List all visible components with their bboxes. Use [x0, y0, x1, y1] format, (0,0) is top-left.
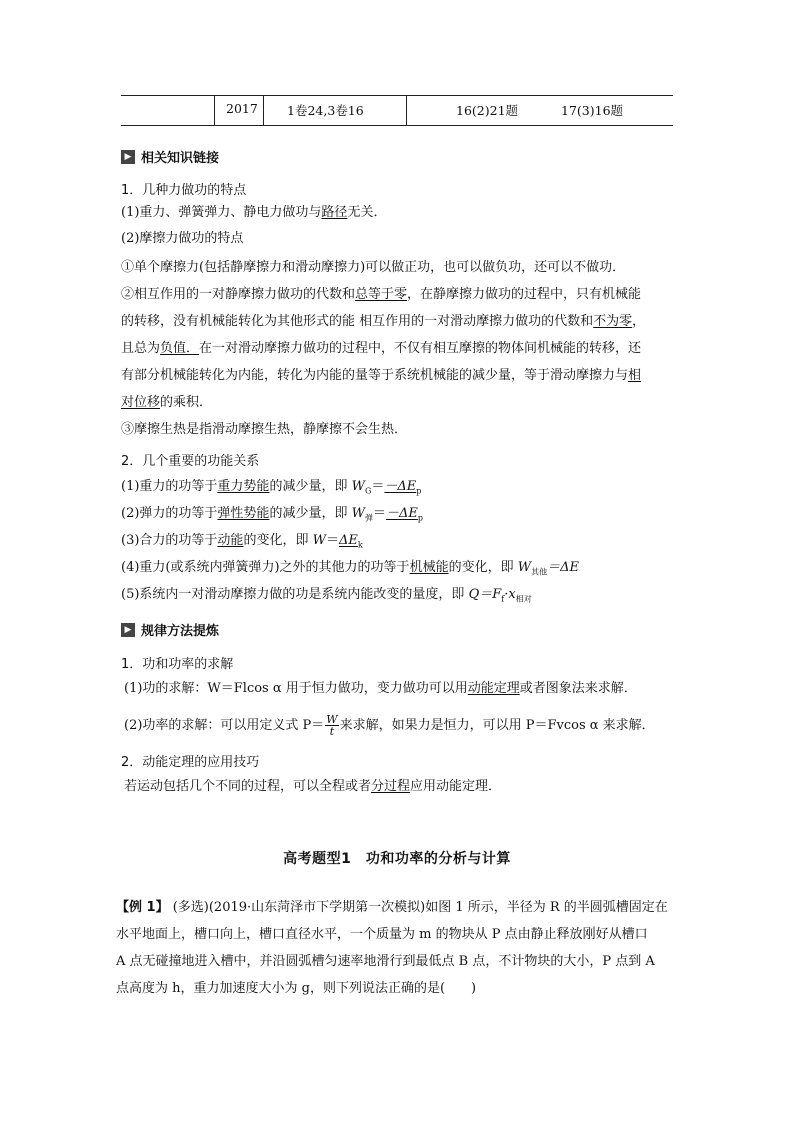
subheading: 1．功和功率的求解	[121, 657, 234, 672]
table-cell-year: 2017	[226, 101, 258, 116]
table-divider	[214, 96, 215, 125]
table-divider	[406, 96, 407, 125]
section-heading-text: 相关知识链接	[141, 151, 220, 166]
text-line: (2)弹力的功等于弹性势能的减少量，即 $W_弹=-\Delta E_p$	[121, 506, 423, 523]
example-line: 【例 1】 (多选)(2019·山东菏泽市下学期第一次模拟)如图 1 所示，半径为 R 的半圆弧槽固定在	[116, 900, 668, 915]
fraction-w-over-t: $\frac{W}{t}$	[326, 713, 338, 738]
text-line: (5)系统内一对滑动摩擦力做的功是系统内能改变的量度，即 $Q=F_f\cdot x_{相对}$	[121, 587, 532, 604]
text-line: (1)重力、弹簧弹力、静电力做功与路径无关．	[121, 205, 387, 220]
text-line: 有部分机械能转化为内能，转化为内能的量等于系统机械能的减少量，等于滑动摩擦力与相	[121, 368, 642, 383]
text-line: 的转移，没有机械能转化为其他形式的能 相互作用的一对滑动摩擦力做功的代数和不为零，	[121, 314, 646, 329]
topic-title: 高考题型1 功和功率的分析与计算	[283, 851, 511, 867]
text-line: (3)合力的功等于动能的变化，即 $W=\Delta E_k$	[121, 533, 363, 550]
subheading: 1．几种力做功的特点	[121, 183, 247, 198]
text-line: (1)功的求解：W＝Flcos α 用于恒力做功，变力做功可以用动能定理或者图象法来求解．	[124, 681, 637, 696]
text-line: 且总为负值．在一对滑动摩擦力做功的过程中，不仅有相互摩擦的物体间机械能的转移，还	[121, 341, 642, 356]
text-line: ②相互作用的一对静摩擦力做功的代数和总等于零，在静摩擦力做功的过程中，只有机械能	[121, 287, 642, 302]
section-heading-methods	[121, 620, 219, 639]
text-line: 对位移的乘积．	[121, 395, 213, 410]
example-line: 点高度为 h，重力加速度大小为 g，则下列说法正确的是( )	[116, 981, 477, 996]
subheading: 2．几个重要的功能关系	[121, 454, 260, 469]
text-line: (2)摩擦力做功的特点	[121, 231, 244, 246]
section-heading-knowledge	[121, 147, 219, 166]
text-line: (4)重力(或系统内弹簧弹力)之外的其他力的功等于机械能的变化，即 $W_{其他}=\Delta E$	[121, 560, 579, 577]
section-heading-text: 规律方法提炼	[141, 624, 220, 639]
table-cell-q1: 16(2)21题	[456, 103, 519, 118]
table-divider	[263, 96, 264, 125]
triangle-right-icon: ▶	[121, 623, 135, 637]
text-line: ①单个摩擦力(包括静摩擦力和滑动摩擦力)可以做正功，也可以做负功，还可以不做功．	[121, 260, 626, 275]
table-cell-papers: 1卷24,3卷16	[287, 103, 364, 118]
example-label: 【例 1】	[116, 900, 169, 915]
example-line: A 点无碰撞地进入槽中，并沿圆弧槽匀速率地滑行到最低点 B 点，不计物块的大小，P 点到 A	[116, 954, 655, 969]
exam-table-row	[121, 95, 673, 126]
table-cell-q2: 17(3)16题	[561, 103, 624, 118]
text-line: (1)重力的功等于重力势能的减少量，即 $W_G=-\Delta E_p$	[121, 479, 422, 496]
triangle-right-icon: ▶	[121, 150, 135, 164]
text-line: 若运动包括几个不同的过程，可以全程或者分过程应用动能定理．	[124, 779, 502, 794]
text-line: ③摩擦生热是指滑动摩擦生热，静摩擦不会生热．	[121, 422, 408, 437]
text-line: (2)功率的求解：可以用定义式 P＝ $\frac{W}{t}$ 来求解，如果力是恒力，可以用 P＝Fvcos α 来求解．	[124, 713, 655, 738]
subheading: 2．动能定理的应用技巧	[121, 755, 260, 770]
example-line: 水平地面上，槽口向上，槽口直径水平，一个质量为 m 的物块从 P 点由静止释放刚好从槽口	[116, 927, 648, 942]
